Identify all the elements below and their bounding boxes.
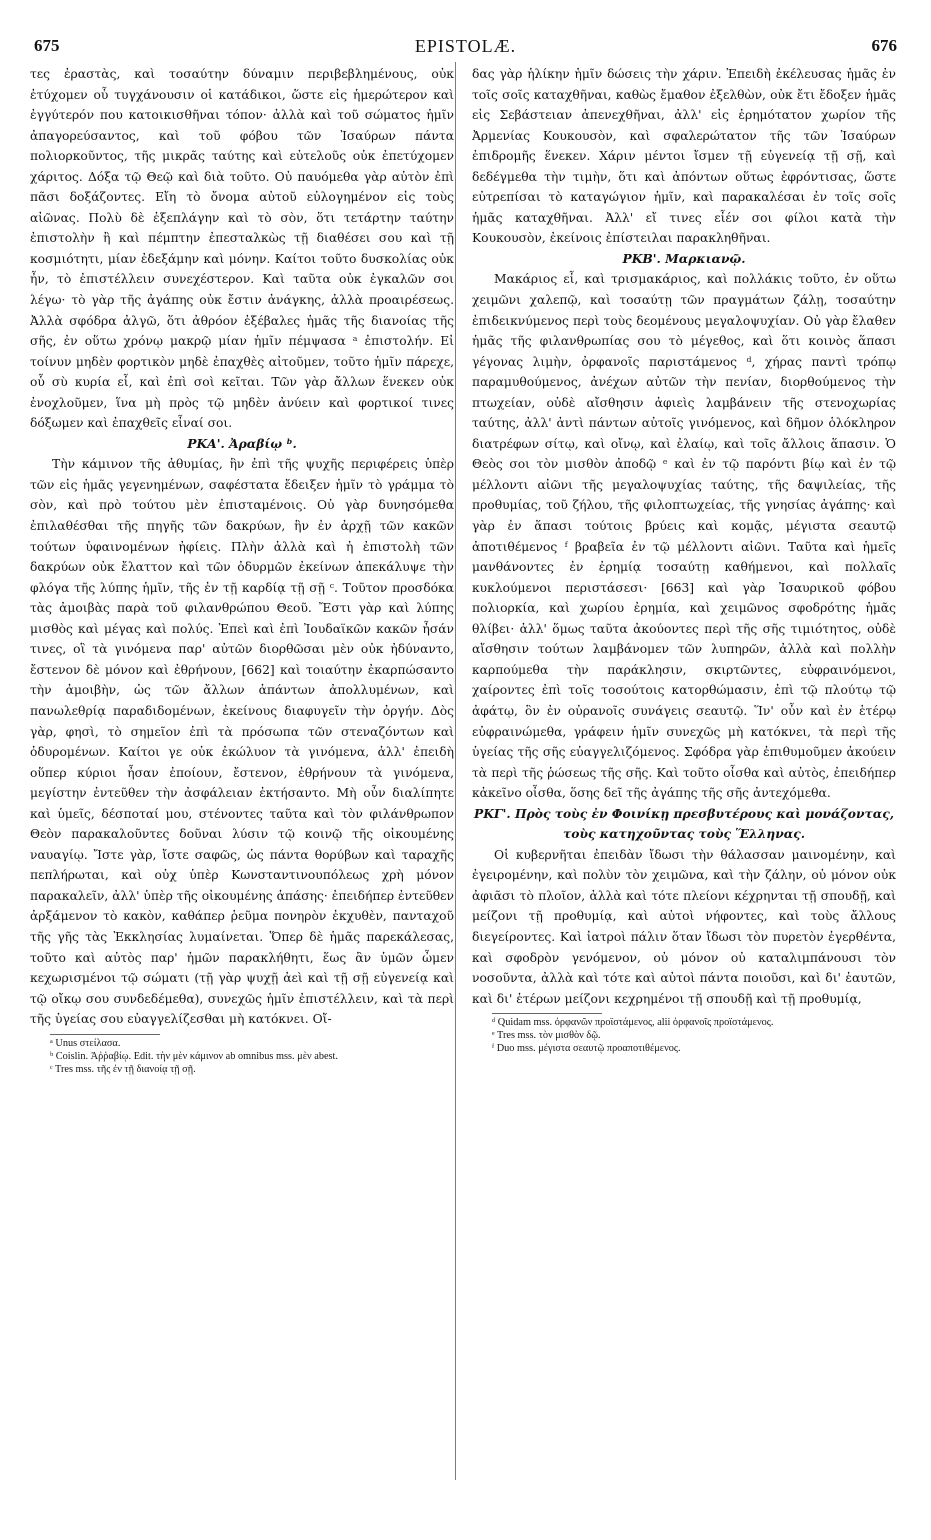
letter-continuation-text: τες ἐραστὰς, καὶ τοσαύτην δύναμιν περιβεβλημένους, οὐκ ἐτύχομεν οὗ τυγχάνουσιν οἱ κατάδικοι, ὥστε εἰς ἡμερώτερον καὶ ἐγγύτερόν που κατοικισθῆναι τόπον· ἀλλὰ καὶ τοῦ σώματος ἡμῖν ἀπαγορεύσαντος, καὶ τοῦ φόβου τῶν Ἰσαύρων πάντα πολιορκοῦντος, τῆς μικρᾶς ταύτης καὶ εὐτελοῦς οὐκ ἐπετύχομεν χάριτος. Δόξα τῷ Θεῷ καὶ διὰ τοῦτο. Οὐ παυόμεθα γὰρ αὐτὸν ἐπὶ πᾶσι δοξάζοντες. Εἴη τὸ ὄνομα αὐτοῦ εὐλογημένον εἰς τοὺς αἰῶνας. Πολὺ δὲ ἐξεπλάγην καὶ τὸ σὸν, ὅτι τετάρτην ταύτην ἐπιστολὴν ἢ καὶ πέμπτην ἐπεσταλκὼς τῇ διαθέσει σου καὶ τῇ κοσμιότητι, μίαν ἐδεξάμην καὶ μόνην. Καίτοι τοῦτο δυσκολίας οὐκ ἦν, τὸ ἐπιστέλλειν συνεχέστερον. Καὶ ταῦτα οὐκ ἐγκαλῶν σοι λέγω· τὸ γὰρ τῆς ἀγάπης οὐκ ἔστιν ἀνάγκης, ἀλλὰ προαιρέσεως. Ἀλλὰ σφόδρα ἀλγῶ, ὅτι ἀθρόον ἐξέβαλες ἡμᾶς τῆς διανοίας τῆς σῆς, ἐν οὕτω χρόνῳ μακρῷ μίαν ἡμῖν πέμψασα ᵃ ἐπιστολήν. Εἰ τοίνυν μηδὲν φορτικὸν μηδὲ ἐπαχθὲς αἰτοῦμεν, τοῦτο ἡμῖν πάρεχε, οὗ σὺ κυρία εἶ, καὶ ἐπὶ σοὶ κεῖται. Τῶν γὰρ ἄλλων ἕνεκεν οὐκ ἐνοχλοῦμεν, ἵνα μὴ πρὸς τῷ μηδὲν ἀνύειν καὶ φορτικοί τινες δόξωμεν καὶ ἐπαχθεῖς εἶναί σοι.: [30, 67, 454, 431]
left-column: [30, 64, 454, 1076]
letter-heading-123: ΡΚΓ'. Πρὸς τοὺς ἐν Φοινίκῃ πρεσβυτέρους καὶ μονάζοντας, τοὺς κατηχοῦντας τοὺς Ἕλληνας.: [473, 805, 895, 842]
footnote-b: ᵇ Coislin. Ἀῤῥαβίῳ. Edit. τὴν μὲν κάμινον ab omnibus mss. μὲν abest.: [50, 1050, 338, 1062]
footnote-f: ᶠ Duo mss. μέγιστα σεαυτῷ προαποτιθέμενος.: [492, 1043, 681, 1055]
right-column: [472, 64, 896, 1055]
letter-122-text: Μακάριος εἶ, καὶ τρισμακάριος, καὶ πολλάκις τοῦτο, ἐν οὕτω χειμῶνι χαλεπῷ, καὶ τοσαύτῃ τῶν πραγμάτων ζάλῃ, τοσαύτην ἐπιδεικνύμενος περὶ τοὺς δεομένους μεγαλοψυχίαν. Οὐ γὰρ ἔλαθεν ἡμᾶς τῆς φιλανθρωπίας σου τὸ μέγεθος, καὶ ὅτι κοινὸς ἅπασι γέγονας λιμὴν, ὀρφανοῖς παριστάμενος ᵈ, χήρας παντὶ τρόπῳ παραμυθούμενος, ἀνέχων αὐτῶν τὴν πενίαν, διορθούμενος τὴν πτωχείαν, οὐδὲ αἴσθησιν ἀφιεὶς λαμβάνειν τῆς στενοχωρίας ταύτης, ἀλλ' ἀντὶ πάντων αὐτοῖς γινόμενος, καὶ δῆμον ὁλόκληρον διατρέφων σίτῳ, καὶ οἴνῳ, καὶ ἐλαίῳ, καὶ τοῖς ἄλλοις ἅπασιν. Ὁ Θεὸς σοι τὸν μισθὸν ἀποδῷ ᵉ καὶ ἐν τῷ παρόντι βίῳ καὶ ἐν τῷ μέλλοντι αἰῶνι τῆς μεγαλοψυχίας ταύτης, τῆς δαψιλείας, τῆς προθυμίας, τοῦ ζήλου, τῆς φιλοπτωχείας, τῆς γνησίας ἀγάπης· καὶ γὰρ ἐν ἅπασι τούτοις βρύεις καὶ κομᾷς, μέγιστα σεαυτῷ ἀποτιθέμενος ᶠ βραβεῖα ἐν τῷ μέλλοντι αἰῶνι. Ταῦτα καὶ ἡμεῖς μανθάνοντες ἐν ἐρημίᾳ τοσαύτῃ καθήμενοι, καὶ πολλαῖς κυκλούμενοι περιστάσεσι· [663] καὶ γὰρ Ἰσαυρικοῦ φόβου πολιορκία, καὶ χωρίου ἐρημία, καὶ χειμῶνος σφοδρότης ἡμᾶς θλίβει· ἀλλ' ὅμως ταῦτα ἀκούοντες περὶ τῆς σῆς τιμιότητος, οὐδὲ αἴσθησιν τούτων λαμβάνομεν τῶν λυπηρῶν, ἀλλὰ καὶ πολλὴν καρπούμεθα τὴν παράκλησιν, σκιρτῶντες, εὐφραινόμενοι, χαίροντες ἐπὶ τοῖς τοσούτοις κατορθώμασιν, ἐπὶ τῷ πλούτῳ τῷ ἀφάτῳ, ὃν ἐν οὐρανοῖς συνάγεις σεαυτῷ. Ἵν' οὖν καὶ ἐν ἑτέρῳ εὐφραινώμεθα, γράφειν ἡμῖν συνεχῶς μὴ κατόκνει, τὰ περὶ τῆς ὑγείας τῆς σῆς εὐαγγελιζόμενος. Σφόδρα γὰρ ἐπιθυμοῦμεν ἀκούειν τὰ περὶ τῆς ῥώσεως τῆς σῆς. Καὶ τοῦτο οἶσθα καὶ αὐτὸς, ἐπειδήπερ κἀκεῖνο οἶσθα, ὅσης δεῖ τῆς ἀγάπης τῆς σῆς ἀντεχόμεθα.: [472, 272, 896, 801]
page-number-right: 676: [871, 36, 897, 55]
footnote-c: ᶜ Tres mss. τῆς ἐν τῇ διανοίᾳ τῇ σῇ.: [50, 1063, 196, 1075]
letter-continuation-text: δας γὰρ ἡλίκην ἡμῖν δώσεις τὴν χάριν. Ἐπειδὴ ἐκέλευσας ἡμᾶς ἐν τοῖς σοῖς καταχθῆναι, καθὼς ἔμαθον ἐξελθὼν, οὐκ ἔτι ἔδοξεν ἡμᾶς εἰς Σεβάστειαν ἀπενεχθῆναι, ἀλλ' εἰς ἐρημότατον χωρίον τῆς Ἀρμενίας Κουκουσὸν, καὶ σφαλερώτατον τῆς τῶν Ἰσαύρων ἐπιδρομῆς ἕνεκεν. Χάριν μέντοι ἴσμεν τῇ εὐγενείᾳ τῇ σῇ, καὶ δεδέγμεθα τὴν τιμὴν, ὅτι καὶ ἀπόντων οὕτως ἐφρόντισας, ὥστε εὐτρεπίσαι τὸ καταγώγιον ἡμῖν, καὶ παρακαλέσαι ἐν τοῖς σοῖς ἡμᾶς καταχθῆναι. Ἀλλ' εἴ τινες εἶέν σοι φίλοι κατὰ τὴν Κουκουσὸν, ἐκείνοις ἐπίστειλαι παρακληθῆναι.: [472, 67, 896, 246]
footnote-rule: [50, 1034, 160, 1035]
running-header: [34, 36, 897, 60]
footnote-e: ᵉ Tres mss. τὸν μισθὸν δῷ.: [492, 1030, 601, 1042]
letter-123-text: Οἱ κυβερνῆται ἐπειδὰν ἴδωσι τὴν θάλασσαν μαινομένην, καὶ ἐγειρομένην, καὶ πολὺν τὸν χειμῶνα, καὶ τὴν ζάλην, οὐ μόνον οὐκ ἀφιᾶσι τὸ πλοῖον, ἀλλὰ καὶ τότε πλείονι κέχρηνται τῇ σπουδῇ, καὶ μείζονι τῇ προθυμίᾳ, καὶ αὐτοὶ νήφοντες, καὶ τοὺς ἄλλους διεγείροντες. Καὶ ἰατροὶ πάλιν ὅταν ἴδωσι τὸν πυρετὸν ἐγερθέντα, καὶ σφοδρὸν γενόμενον, οὐ μόνον οὐ καταλιμπάνουσι τὸν νοσοῦντα, ἀλλὰ καὶ τότε καὶ αὐτοὶ πάντα ποιοῦσι, καὶ δι' ἑαυτῶν, καὶ δι' ἑτέρων μείζονι κεχρημένοι τῇ σπουδῇ καὶ τῇ προθυμίᾳ,: [472, 847, 896, 1006]
letter-heading-121: ΡΚΑ'. Ἀραβίῳ ᵇ.: [187, 435, 297, 451]
column-divider: [455, 62, 456, 1480]
page-number-left: 675: [34, 36, 60, 55]
letter-heading-122: ΡΚΒ'. Μαρκιανῷ.: [622, 250, 746, 266]
footnote-rule: [492, 1013, 602, 1014]
footnote-d: ᵈ Quidam mss. ὀρφανῶν προϊστάμενος, alii ὀρφανοῖς προϊστάμενος.: [492, 1017, 774, 1029]
letter-121-text: Τὴν κάμινον τῆς ἀθυμίας, ἣν ἐπὶ τῆς ψυχῆς περιφέρεις ὑπὲρ τῶν εἰς ἡμᾶς γεγενημένων, σαφέστατα ἔδειξεν ἡμῖν τὸ γράμμα τὸ σὸν, καὶ πρὸ τούτου μὲν ἐπισταμένοις. Οὐ γὰρ δυνησόμεθα ἐπιλαθέσθαι τῆς πηγῆς τῶν δακρύων, ἣν ἐν ἀρχῇ τῶν κακῶν τούτων ὑφαινομένων ἠφίεις. Πλὴν ἀλλὰ καὶ ἡ ἐπιστολὴ τῶν δακρύων οὐκ ἔλαττον καὶ τῶν ὀδυρμῶν ἐκείνων ἀπεκάλυψε τὴν φλόγα τῆς λύπης ἡμῖν, τῆς ἐν τῇ καρδίᾳ τῇ σῇ ᶜ. Τοῦτον προσδόκα τὰς ἀμοιβὰς παρὰ τοῦ φιλανθρώπου Θεοῦ. Ἔστι γὰρ καὶ λύπης μισθὸς καὶ μέγας καὶ πολύς. Ἐπεὶ καὶ ἐπὶ Ἰουδαϊκῶν κακῶν ἦσάν τινες, οἳ τὰ γινόμενα παρ' αὐτῶν διορθῶσαι μὲν οὐκ ἠδύναντο, ἔστενον δὲ μόνον καὶ ἐθρήνουν, [662] καὶ τοιαύτην ἐκαρπώσαντο τὴν ἀμοιβὴν, ὡς τῶν ἄλλων ἁπάντων ἀπολλυμένων, καὶ πανωλεθρίᾳ παραδιδομένων, ἐκείνους διαφυγεῖν τὴν ὀργήν. Δὸς γὰρ, φησὶ, τὸ σημεῖον ἐπὶ τὰ πρόσωπα τῶν στεναζόντων καὶ ὀδυρομένων. Καίτοι γε οὐκ ἐκώλυον τὰ γινόμενα, ἀλλ' ἐπειδὴ οὕπερ κύριοι ἦσαν ἐποίουν, ἔστενον, ἐθρήνουν τὰ γινόμενα, μεγίστην ἐντεῦθεν τὴν ἀσφάλειαν ἐκτήσαντο. Μὴ οὖν διαλίπητε καὶ ὑμεῖς, δέσποταί μου, στένοντες ταῦτα καὶ τὸν φιλάνθρωπον Θεὸν παρακαλοῦντες δοῦναι λύσιν τῷ κοινῷ τῆς οἰκουμένης ναυαγίῳ. Ἴστε γὰρ, ἴστε σαφῶς, ὡς πάντα θορύβων καὶ ταραχῆς πεπλήρωται, καὶ οὐχ ὑπὲρ Κωνσταντινουπόλεως χρὴ μόνον παρακαλεῖν, ἀλλ' ὑπὲρ τῆς οἰκουμένης ἁπάσης· ἐπειδήπερ ἐντεῦθεν ἀρξάμενον τὸ κακὸν, καθάπερ ῥεῦμα πονηρὸν ἐκχυθὲν, πανταχοῦ τῆς γῆς τὰς Ἐκκλησίας λυμαίνεται. Ὅπερ δὲ ἡμᾶς παρεκάλεσας, τοῦτο καὶ αὐτὸς παρ' ἡμῶν παρακλήθητι, ἕως ἂν ὑμῶν ὦμεν κεχωρισμένοι τῷ σώματι (τῇ γὰρ ψυχῇ ἀεὶ καὶ τῇ σῇ εὐγενείᾳ καὶ τῷ οἴκῳ σου συνδεδέμεθα), συνεχῶς ἡμῖν ἐπιστέλλειν, καὶ τὰ περὶ τῆς ὑγείας σου εὐαγγελίζεσθαι μὴ κατόκνει. Οἴ-: [30, 457, 454, 1027]
footnote-a: ᵃ Unus στείλασα.: [50, 1037, 121, 1049]
running-title: EPISTOLÆ.: [414, 36, 517, 56]
